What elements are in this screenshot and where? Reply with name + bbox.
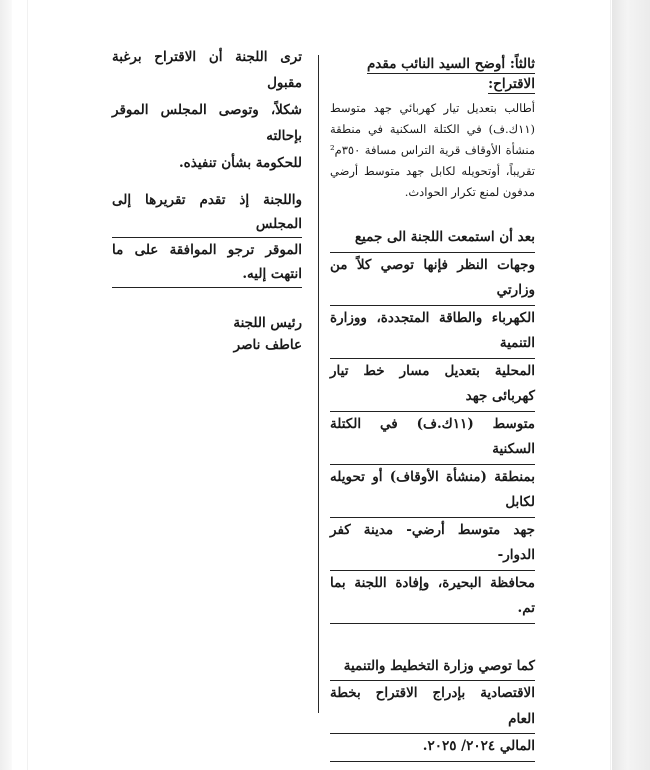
recommendation-line: بمنطقة (منشأة الأوقاف) أو تحويله لكابل bbox=[330, 465, 535, 518]
request-line: متوسط (١١ك.ف) في الكتلة السكنية في bbox=[330, 101, 535, 136]
recommendation-line: المحلية بتعديل مسار خط تيار كهربائى جهد bbox=[330, 359, 535, 412]
recommendation-line: الكهرباء والطاقة المتجددة، ووزارة التنمية bbox=[330, 306, 535, 359]
column-divider bbox=[318, 55, 319, 713]
recommendation-line: متوسط (١١ك.ف) في الكتلة السكنية bbox=[330, 412, 535, 465]
recommendation-line: جهد متوسط أرضي- مدينة كفر الدوار- bbox=[330, 518, 535, 571]
right-column bbox=[330, 54, 535, 762]
request-paragraph bbox=[330, 98, 535, 203]
planning-line: كما توصي وزارة التخطيط والتنمية bbox=[330, 654, 535, 682]
planning-paragraph bbox=[330, 654, 535, 762]
left-column bbox=[112, 44, 302, 356]
acceptance-line: شكلاً، وتوصى المجلس الموقر بإحالته bbox=[112, 102, 302, 144]
recommendation-line: بعد أن استمعت اللجنة الى جميع bbox=[330, 225, 535, 253]
acceptance-line: ترى اللجنة أن الاقتراح برغبة مقبول bbox=[112, 49, 302, 91]
section-heading: ثالثاً: أوضح السيد النائب مقدم الاقتراح: bbox=[366, 56, 535, 92]
request-line: أطالب بتعديل تيار كهربائي جهد bbox=[373, 101, 535, 115]
committee-chair-title: رئيس اللجنة bbox=[233, 315, 302, 331]
planning-line: الاقتصادية بإدراج الاقتراح بخطة العام bbox=[330, 681, 535, 734]
approval-paragraph bbox=[112, 188, 302, 288]
request-line: أرضي مدفون لمنع تكرار الحوادث. bbox=[330, 164, 535, 199]
request-line: ٣٥٠م² تقريباً، أوتحويله لكابل جهد متوسط bbox=[330, 143, 536, 178]
scan-left-edge bbox=[0, 0, 12, 770]
approval-line: واللجنة إذ تقدم تقريرها إلى المجلس bbox=[112, 188, 302, 238]
recommendation-line: محافظة البحيرة، وإفادة اللجنة بما تم. bbox=[330, 571, 535, 624]
acceptance-line: للحكومة بشأن تنفيذه. bbox=[178, 155, 302, 171]
recommendation-line: وجهات النظر فإنها توصي كلاً من وزارتي bbox=[330, 253, 535, 306]
committee-chair-name: عاطف ناصر bbox=[233, 337, 302, 353]
signature-block bbox=[112, 312, 302, 356]
approval-line: الموقر ترجو الموافقة على ما انتهت إليه. bbox=[112, 238, 302, 288]
request-line: منطقة منشأة الأوقاف قرية التراس مسافة bbox=[330, 122, 536, 157]
scan-right-edge bbox=[612, 0, 650, 770]
recommendation-paragraph bbox=[330, 225, 535, 624]
planning-line: المالي ٢٠٢٤/ ٢٠٢٥. bbox=[330, 734, 535, 762]
acceptance-paragraph bbox=[112, 44, 302, 177]
